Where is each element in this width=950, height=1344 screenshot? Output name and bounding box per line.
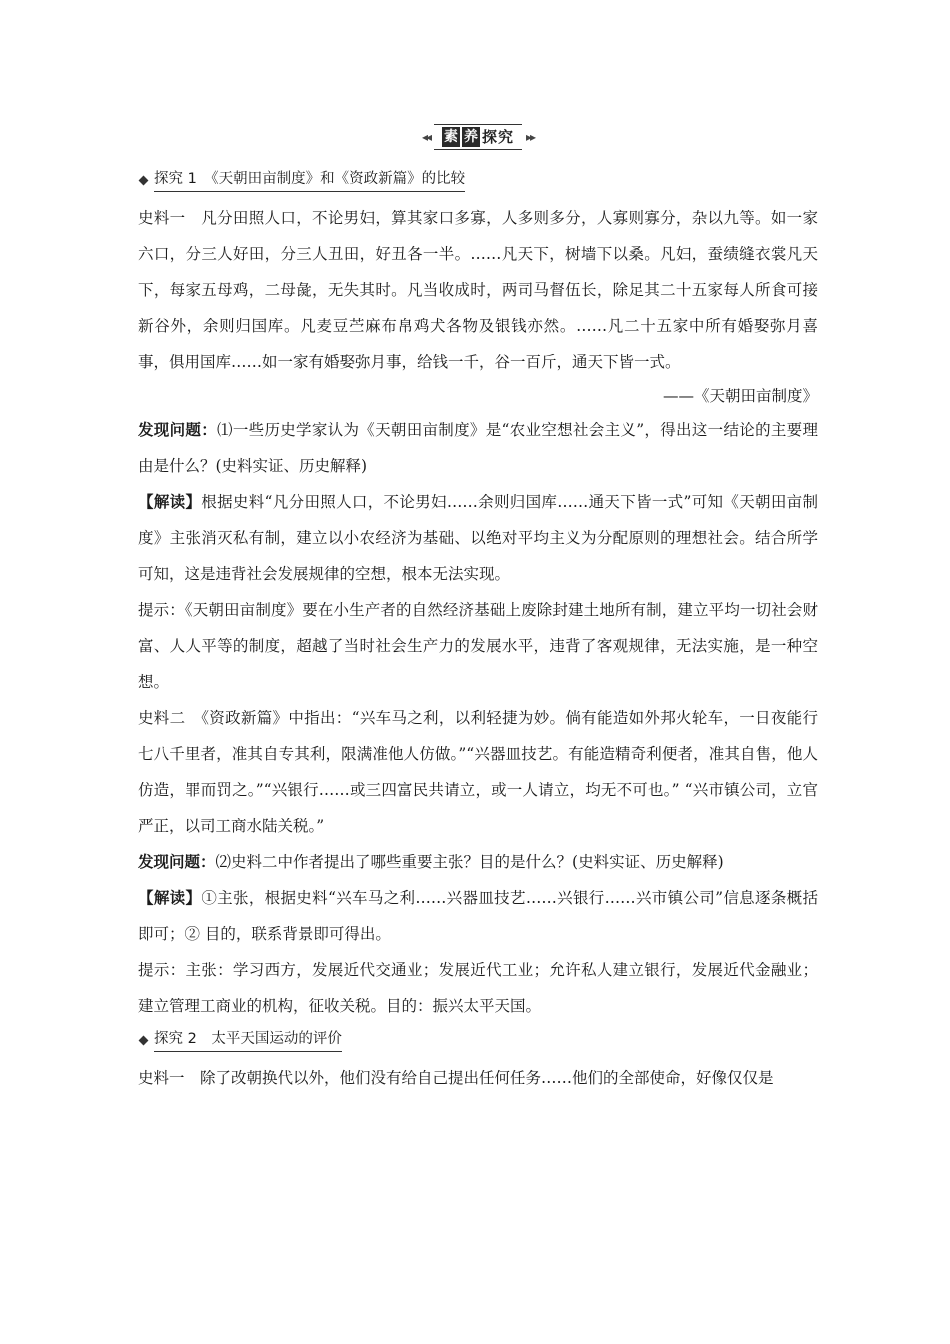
diamond-bullet-icon xyxy=(139,1035,149,1045)
banner-box-char-2: 养 xyxy=(463,129,478,145)
question-2-label: 发现问题： xyxy=(138,853,216,871)
question-2 xyxy=(138,844,818,880)
banner-right-arrows-icon: ▸▸ xyxy=(526,130,535,144)
reading-1 xyxy=(138,484,818,592)
section-banner xyxy=(138,120,818,154)
diamond-bullet-icon xyxy=(139,175,149,185)
question-1-text: ⑴一些历史学家认为《天朝田亩制度》是“农业空想社会主义”，得出这一结论的主要理由是什么？(史料实证、历史解释) xyxy=(138,421,818,475)
banner-pill xyxy=(434,124,522,150)
section-heading-2-text: 探究 2 太平天国运动的评价 xyxy=(154,1028,342,1052)
material-2-text: 史料二 《资政新篇》中指出：“兴车马之利，以利轻捷为妙。倘有能造如外邦火轮车，一日夜能行七八千里者，准其自专其利，限满准他人仿做。”“兴器皿技艺。有能造精奇利便者，准其自售，他人仿造，罪而罚之。”“兴银行……或三四富民共请立，或一人请立，均无不可也。” “兴市镇公司，立官严正，以司工商水陆关税。” xyxy=(138,709,818,835)
banner-left-arrows-icon: ◂◂ xyxy=(421,130,430,144)
question-1-label: 发现问题： xyxy=(138,421,218,439)
hint-2: 提示：主张：学习西方，发展近代交通业；发展近代工业；允许私人建立银行，发展近代金融业；建立管理工商业的机构，征收关税。目的：振兴太平天国。 xyxy=(138,961,818,1015)
question-1 xyxy=(138,412,818,484)
material-1-text: 史料一 凡分田照人口，不论男妇，算其家口多寡，人多则多分，人寡则寡分，杂以九等。如一家六口，分三人好田，分三人丑田，好丑各一半。……凡天下，树墙下以桑。凡妇，蚕绩缝衣裳凡天下，每家五母鸡，二母彘，无失其时。凡当收成时，两司马督伍长，除足其二十五家每人所食可接新谷外，余则归国库。凡麦豆苎麻布帛鸡犬各物及银钱亦然。……凡二十五家中所有婚娶弥月喜事，俱用国库……如一家有婚娶弥月事，给钱一千，谷一百斤，通天下皆一式。 xyxy=(138,209,818,371)
banner-plain-text: 探究 xyxy=(481,128,514,146)
material-1-source: ——《天朝田亩制度》 xyxy=(662,387,818,405)
section-heading-1 xyxy=(138,168,818,192)
material-3-text: 史料一 除了改朝换代以外，他们没有给自己提出任何任务……他们的全部使命，好像仅仅是 xyxy=(138,1069,774,1087)
banner-box-char-1: 素 xyxy=(443,129,458,145)
page xyxy=(138,120,818,1096)
section-heading-2 xyxy=(138,1028,818,1052)
hint-1: 提示：《天朝田亩制度》要在小生产者的自然经济基础上废除封建土地所有制，建立平均一切社会财富、人人平等的制度，超越了当时社会生产力的发展水平，违背了客观规律，无法实施，是一种空想。 xyxy=(138,601,818,691)
reading-2 xyxy=(138,880,818,952)
reading-2-text: ①主张，根据史料“兴车马之利……兴器皿技艺……兴银行……兴市镇公司”信息逐条概括即可；② 目的，联系背景即可得出。 xyxy=(138,889,818,943)
reading-1-text: 根据史料“凡分田照人口，不论男妇……余则归国库……通天下皆一式”可知《天朝田亩制度》主张消灭私有制，建立以小农经济为基础、以绝对平均主义为分配原则的理想社会。结合所学可知，这是违背社会发展规律的空想，根本无法实现。 xyxy=(138,493,818,583)
reading-1-label: 【解读】 xyxy=(138,493,202,511)
reading-2-label: 【解读】 xyxy=(138,889,202,907)
section-heading-1-text: 探究 1 《天朝田亩制度》和《资政新篇》的比较 xyxy=(154,168,465,192)
question-2-text: ⑵史料二中作者提出了哪些重要主张？目的是什么？(史料实证、历史解释) xyxy=(215,853,724,871)
